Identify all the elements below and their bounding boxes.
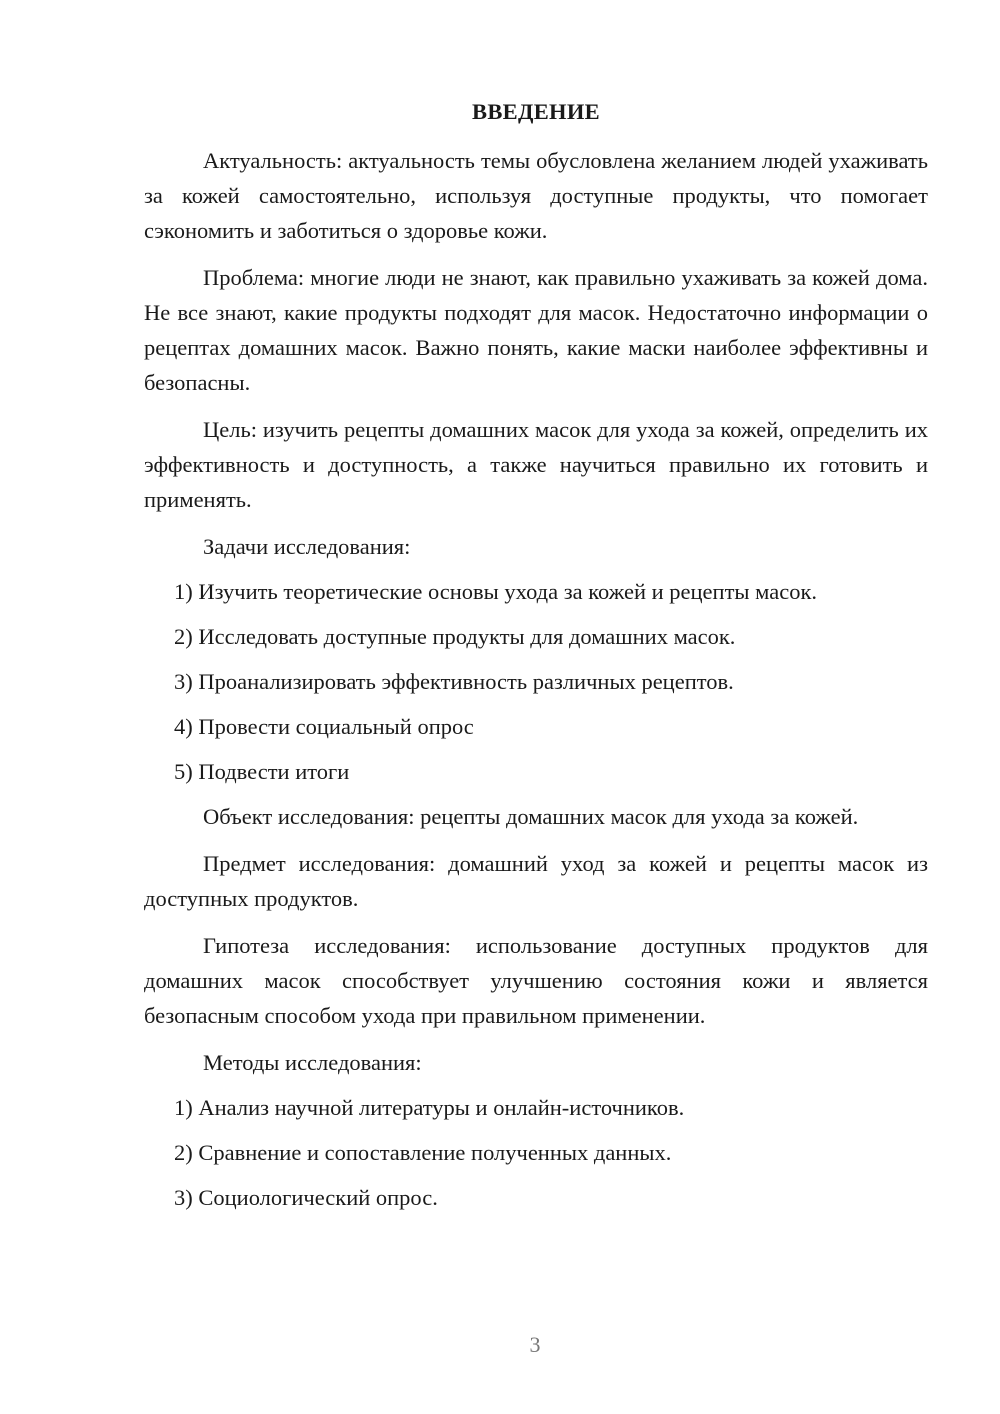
page-number: 3 xyxy=(529,1332,541,1357)
page-content xyxy=(144,94,928,1225)
tasks-heading: Задачи исследования: xyxy=(203,534,411,559)
method-item-2: 2) Сравнение и сопоставление полученных данных. xyxy=(174,1140,672,1165)
method-item-1: 1) Анализ научной литературы и онлайн-источников. xyxy=(174,1095,685,1120)
method-item-3: 3) Социологический опрос. xyxy=(174,1185,438,1210)
relevance-paragraph: Актуальность: актуальность темы обусловлена желанием людей ухаживать за кожей самостоятельно, используя доступные продукты, что помогает сэкономить и заботиться о здоровье кожи. xyxy=(144,148,928,243)
subject-paragraph: Предмет исследования: домашний уход за кожей и рецепты масок из доступных продуктов. xyxy=(144,851,928,911)
task-item-2: 2) Исследовать доступные продукты для домашних масок. xyxy=(174,624,736,649)
task-item-3: 3) Проанализировать эффективность различных рецептов. xyxy=(174,669,734,694)
problem-paragraph: Проблема: многие люди не знают, как правильно ухаживать за кожей дома. Не все знают, какие продукты подходят для масок. Недостаточно информации о рецептах домашних масок. Важно понять, какие маски наиболее эффективны и безопасны. xyxy=(144,265,928,395)
task-item-1: 1) Изучить теоретические основы ухода за кожей и рецепты масок. xyxy=(174,579,818,604)
methods-heading: Методы исследования: xyxy=(203,1050,422,1075)
section-title: ВВЕДЕНИЕ xyxy=(472,99,600,124)
object-paragraph: Объект исследования: рецепты домашних масок для ухода за кожей. xyxy=(203,804,859,829)
goal-paragraph: Цель: изучить рецепты домашних масок для ухода за кожей, определить их эффективность и доступность, а также научиться правильно их готовить и применять. xyxy=(144,417,928,512)
task-item-5: 5) Подвести итоги xyxy=(174,759,350,784)
hypothesis-paragraph: Гипотеза исследования: использование доступных продуктов для домашних масок способствует улучшению состояния кожи и является безопасным способом ухода при правильном применении. xyxy=(144,933,928,1028)
task-item-4: 4) Провести социальный опрос xyxy=(174,714,474,739)
